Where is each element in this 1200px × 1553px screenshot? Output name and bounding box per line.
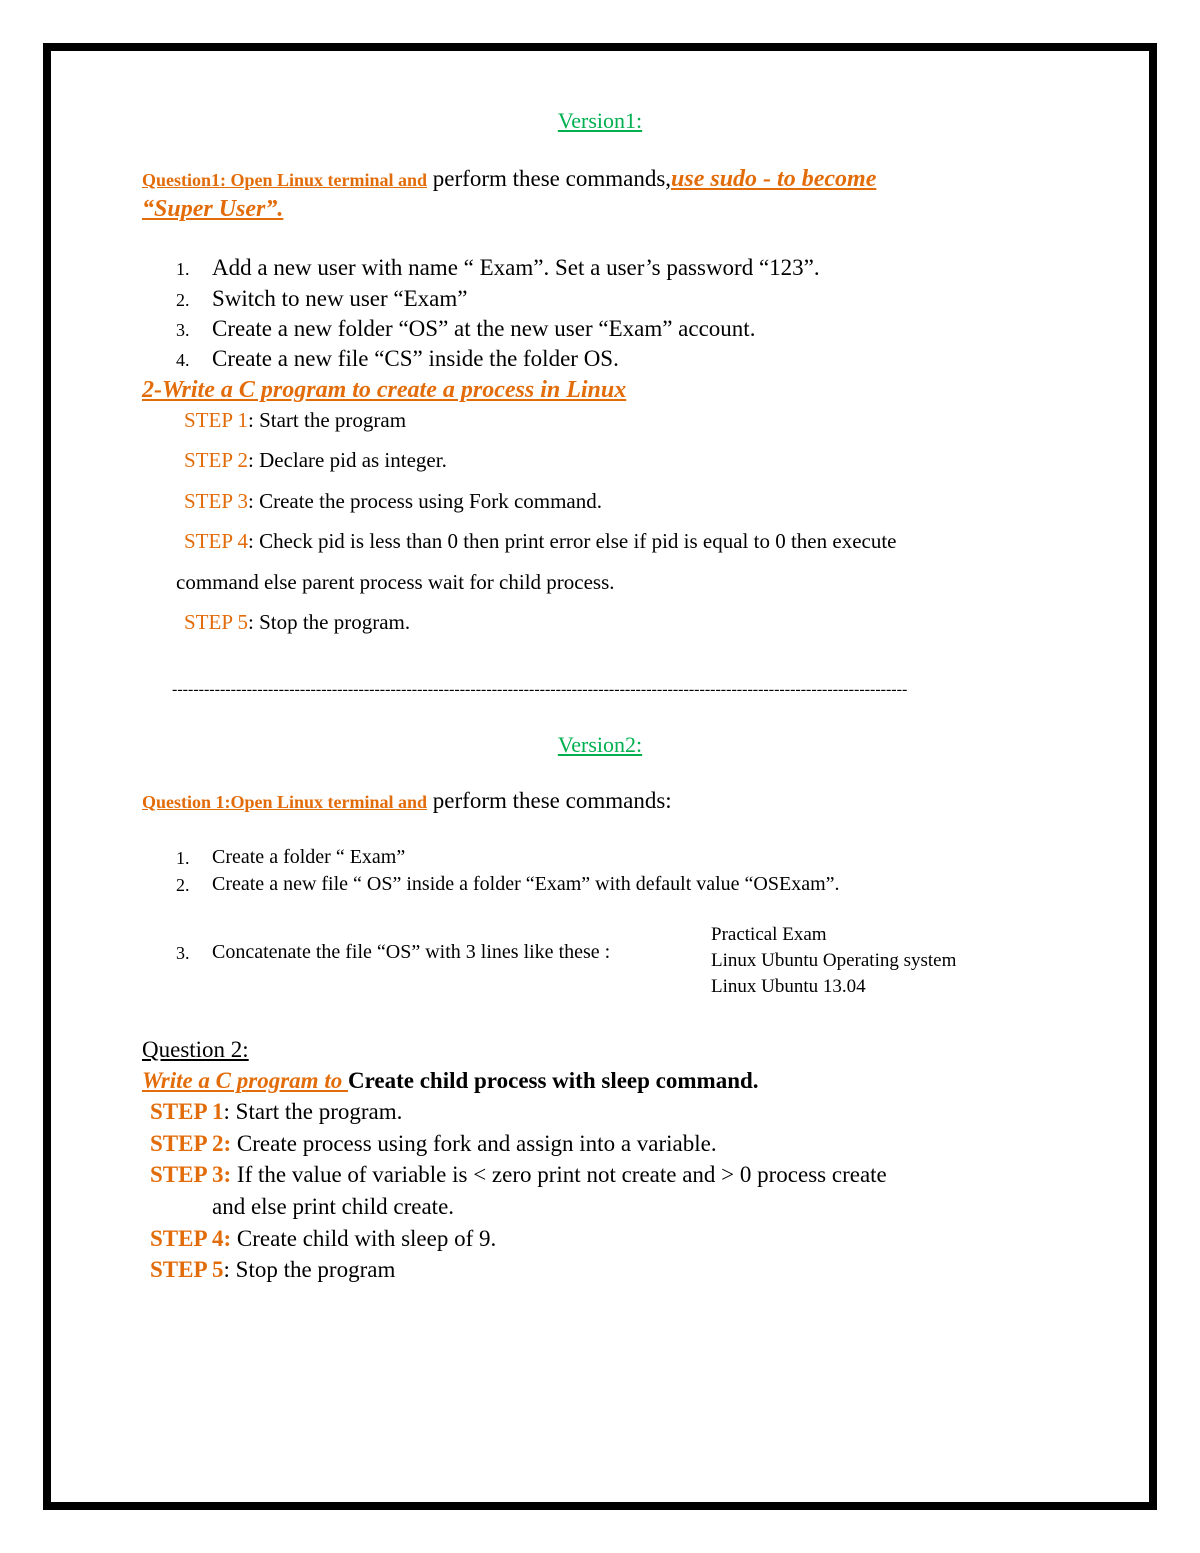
step-sep: : xyxy=(247,529,260,553)
v1-question1-line1 xyxy=(142,166,876,193)
step-text: Start the program xyxy=(259,408,407,432)
file-line: Linux Ubuntu 13.04 xyxy=(711,976,866,997)
v2-step-5 xyxy=(150,1257,395,1283)
step-sep: : xyxy=(247,408,260,432)
step-sep: : xyxy=(247,489,260,513)
step-label: STEP 2: xyxy=(150,1131,232,1156)
v1-step-4 xyxy=(184,529,897,554)
version1-heading: Version1: xyxy=(557,108,643,133)
v1-step-2 xyxy=(184,448,447,473)
step-label: STEP 5 xyxy=(184,610,248,634)
list-text: Add a new user with name “ Exam”. Set a user’s password “123”. xyxy=(212,255,820,280)
v1-step-3 xyxy=(184,489,602,514)
step-text: Check pid is less than 0 then print error else if pid is equal to 0 then execute xyxy=(259,529,897,553)
v2-step-4 xyxy=(150,1226,496,1252)
step-sep: : xyxy=(247,610,260,634)
v2-question1-label: Question 1:Open Linux terminal and xyxy=(142,792,428,812)
v2-question1-text: perform these commands: xyxy=(427,788,672,813)
v1-question1-label: Question1: Open Linux terminal and xyxy=(142,170,428,190)
list-text: Create a new file “CS” inside the folder OS. xyxy=(212,346,619,371)
step-label: STEP 2 xyxy=(184,448,248,472)
step-text: Create child with sleep of 9. xyxy=(231,1226,497,1251)
v2-question1-line xyxy=(142,788,672,814)
step-text: If the value of variable is < zero print not create and > 0 process create xyxy=(231,1162,887,1187)
v1-question2-title: 2-Write a C program to create a process in Linux xyxy=(142,377,627,403)
list-text: Concatenate the file “OS” with 3 lines like these : xyxy=(212,941,611,963)
file-line: Linux Ubuntu Operating system xyxy=(711,950,957,971)
v1-question1-emphasis: use sudo - to become xyxy=(671,166,877,192)
list-number: 2. xyxy=(176,290,190,310)
v1-question1-text: perform these commands, xyxy=(427,166,672,191)
v1-question1-emphasis-line2: “Super User”. xyxy=(142,196,284,222)
subtitle-text: Create child process with sleep command. xyxy=(347,1068,759,1093)
step-label: STEP 3: xyxy=(150,1162,232,1187)
subtitle-emphasis: Write a C program to xyxy=(142,1068,348,1093)
list-text: Switch to new user “Exam” xyxy=(212,286,468,311)
step-text: Declare pid as integer. xyxy=(259,448,447,472)
v1-step-5 xyxy=(184,610,410,635)
step-label: STEP 5 xyxy=(150,1257,224,1282)
step-text: : Stop the program xyxy=(223,1257,396,1282)
v2-step-3 xyxy=(150,1162,887,1188)
step-label: STEP 1 xyxy=(150,1099,224,1124)
step-sep: : xyxy=(247,448,260,472)
step-text: : Start the program. xyxy=(223,1099,403,1124)
version2-heading: Version2: xyxy=(557,732,643,757)
section-divider: ------------------------------------------------------------------------------------------------------------------------------------------ xyxy=(172,681,908,698)
file-lines-box xyxy=(711,922,956,1000)
step-label: STEP 3 xyxy=(184,489,248,513)
v2-step-3-continuation: and else print child create. xyxy=(212,1194,455,1219)
list-number: 1. xyxy=(176,259,190,279)
step-text: Create process using fork and assign into a variable. xyxy=(231,1131,717,1156)
list-text: Create a folder “ Exam” xyxy=(212,846,406,868)
list-number: 4. xyxy=(176,350,190,370)
step-text: Create the process using Fork command. xyxy=(259,489,602,513)
list-number: 3. xyxy=(176,320,190,340)
list-text: Create a new folder “OS” at the new user “Exam” account. xyxy=(212,316,756,341)
step-label: STEP 1 xyxy=(184,408,248,432)
v1-step-1 xyxy=(184,408,406,433)
list-number: 2. xyxy=(176,875,190,895)
v2-question2-title: Question 2: xyxy=(142,1037,249,1062)
v2-question2-subtitle xyxy=(142,1068,759,1094)
step-text: Stop the program. xyxy=(259,610,411,634)
step-label: STEP 4: xyxy=(150,1226,232,1251)
v2-step-2 xyxy=(150,1131,717,1157)
step-label: STEP 4 xyxy=(184,529,248,553)
list-text: Create a new file “ OS” inside a folder “Exam” with default value “OSExam”. xyxy=(212,873,840,895)
list-number: 1. xyxy=(176,848,190,868)
v2-step-1 xyxy=(150,1099,402,1125)
list-number: 3. xyxy=(176,943,190,963)
file-line: Practical Exam xyxy=(711,924,827,945)
v1-step-4-continuation: command else parent process wait for child process. xyxy=(176,570,615,594)
